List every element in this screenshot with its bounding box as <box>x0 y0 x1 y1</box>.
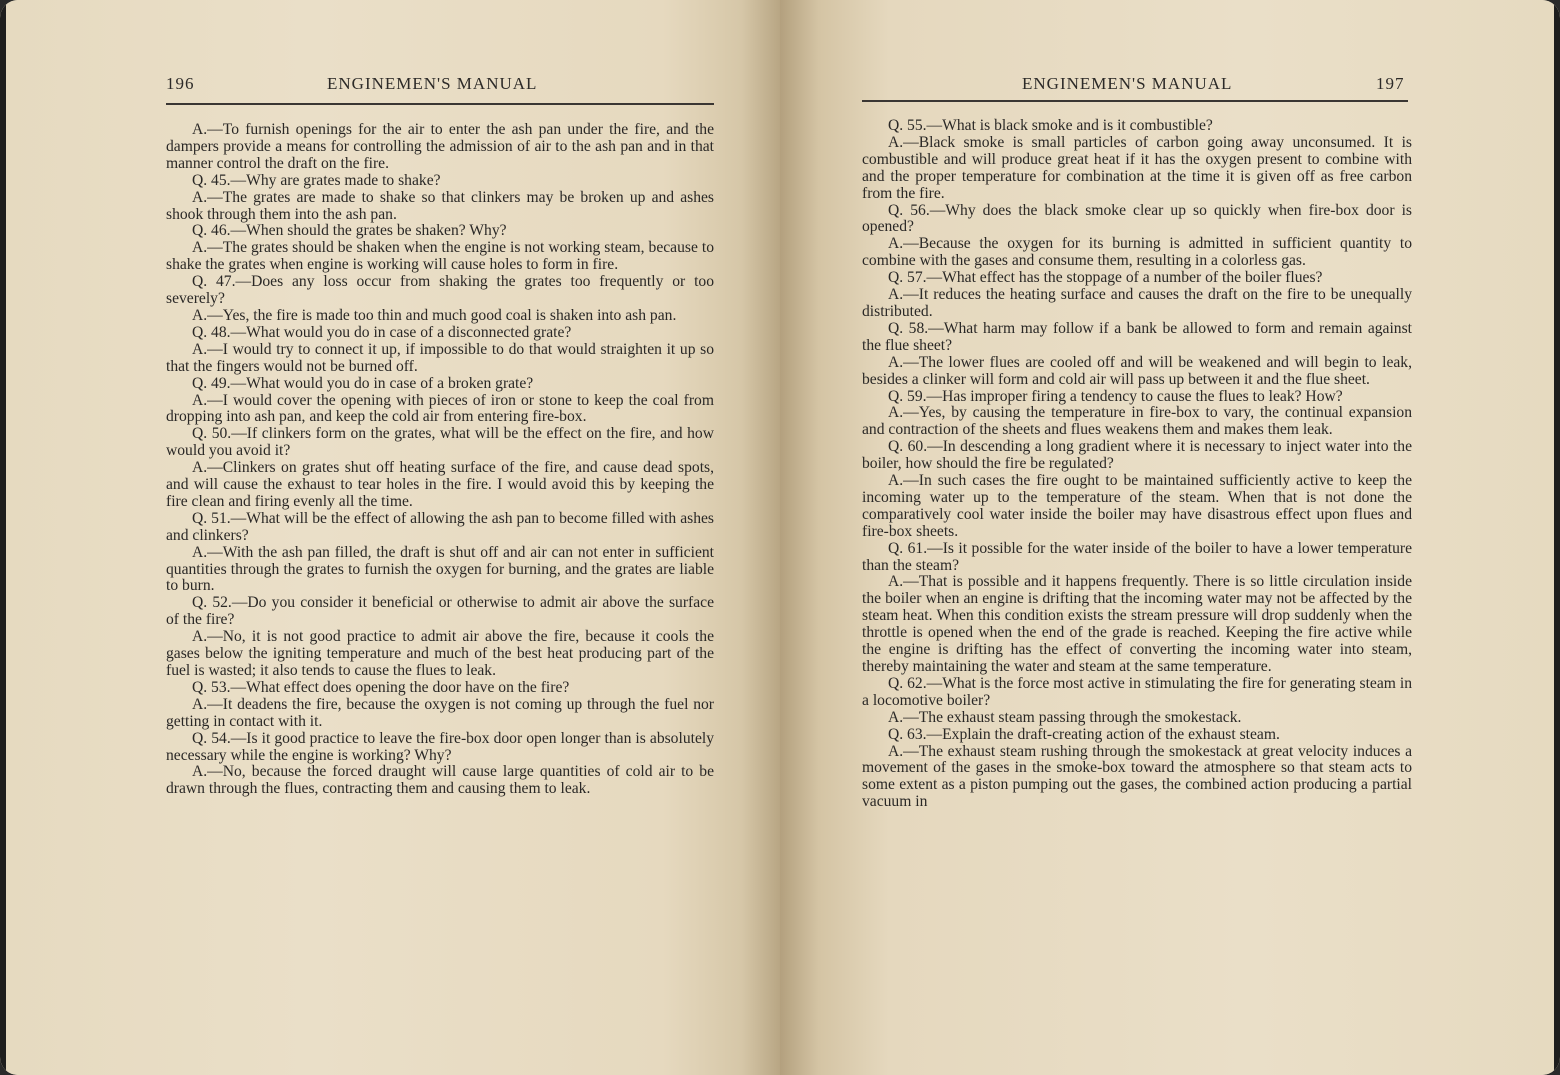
paragraph: A.—No, it is not good practice to admit air above the fire, because it cools the gases below the igniting temperature and much of the best heat producing part of the fuel is wasted; it also tends to cause the flues to leak. <box>166 628 714 679</box>
paragraph: A.—I would try to connect it up, if impossible to do that would straighten it up so that the fingers would not be burned off. <box>166 340 714 375</box>
paragraph: A.—Black smoke is small particles of carbon going away unconsumed. It is combustible and will produce great heat if it has the oxygen present to combine with and the proper temperature for combination at the time it is given off as free carbon from the fire. <box>862 133 1412 202</box>
paragraph: A.—I would cover the opening with pieces of iron or stone to keep the coal from dropping into ash pan, and keep the cold air from entering fire-box. <box>166 391 714 426</box>
left-book-edge <box>0 0 6 1075</box>
paragraph: A.—Clinkers on grates shut off heating surface of the fire, and cause dead spots, and will cause the exhaust to tear holes in the fire. I would avoid this by keeping the fire clean and firing evenly all the time. <box>166 459 714 510</box>
left-page-number: 196 <box>166 74 195 93</box>
paragraph: Q. 54.—Is it good practice to leave the fire-box door open longer than is absolutely necessary while the engine is working? Why? <box>166 729 714 764</box>
right-book-edge <box>1554 0 1560 1075</box>
paragraph: Q. 51.—What will be the effect of allowing the ash pan to become filled with ashes and clinkers? <box>166 509 714 544</box>
paragraph: Q. 57.—What effect has the stoppage of a number of the boiler flues? <box>888 269 1323 287</box>
paragraph: A.—The exhaust steam passing through the smokestack. <box>888 708 1242 726</box>
paragraph: A.—In such cases the fire ought to be maintained sufficiently active to keep the incoming water up to the temperature of the steam. When that is not done the comparatively cool water inside the boiler may have disastrous effect upon flues and fire-box sheets. <box>862 472 1412 540</box>
paragraph: A.—Yes, by causing the temperature in fire-box to vary, the continual expansion and contraction of the sheets and flues weakens them and makes them leak. <box>862 404 1412 439</box>
right-running-head: ENGINEMEN'S MANUAL <box>1022 74 1233 93</box>
paragraph: A.—That is possible and it happens frequently. There is so little circulation inside the boiler when an engine is drifting that the incoming water may not be affected by the steam heat. When this condition exists the stream pressure will drop suddenly when the throttle is opened when the end of the grade is reached. Keeping the fire active while the engine is drifting has the effect of converting the incoming water into steam, thereby maintaining the water and steam at the same temperature. <box>862 573 1412 675</box>
left-header-rule <box>166 103 714 105</box>
paragraph: Q. 52.—Do you consider it beneficial or otherwise to admit air above the surface of the fire? <box>166 594 714 629</box>
left-page-body <box>166 122 714 798</box>
paragraph: A.—It reduces the heating surface and causes the draft on the fire to be unequally distributed. <box>862 286 1412 320</box>
paragraph: A.—No, because the forced draught will cause large quantities of cold air to be drawn through the flues, contracting them and causing them to leak. <box>166 763 714 798</box>
paragraph: A.—Yes, the fire is made too thin and much good coal is shaken into ash pan. <box>192 306 677 324</box>
paragraph: Q. 48.—What would you do in case of a disconnected grate? <box>192 323 572 341</box>
paragraph: A.—With the ash pan filled, the draft is shut off and air can not enter in sufficient quantities through the grates to furnish the oxygen for burning, and the grates are liable to burn. <box>166 543 714 595</box>
paragraph: Q. 61.—Is it possible for the water inside of the boiler to have a lower temperature than the steam? <box>862 539 1412 574</box>
paragraph: A.—Because the oxygen for its burning is admitted in sufficient quantity to combine with the gases and consume them, resulting in a colorless gas. <box>862 235 1412 270</box>
paragraph: A.—The grates are made to shake so that clinkers may be broken up and ashes shook through them into the ash pan. <box>166 188 714 223</box>
paragraph: Q. 50.—If clinkers form on the grates, what will be the effect on the fire, and how would you avoid it? <box>166 425 714 460</box>
paragraph: A.—The lower flues are cooled off and will be weakened and will begin to leak, besides a clinker will form and cold air will pass up between it and the flue sheet. <box>862 353 1412 388</box>
paragraph: A.—It deadens the fire, because the oxygen is not coming up through the fuel nor getting in contact with it. <box>166 695 714 730</box>
paragraph: Q. 49.—What would you do in case of a broken grate? <box>192 374 534 392</box>
paragraph: Q. 46.—When should the grates be shaken? Why? <box>192 222 507 240</box>
paragraph: A.—The exhaust steam rushing through the smokestack at great velocity induces a movement of the gases in the smoke-box toward the atmosphere so that steam acts to some extent as a piston pumping out the gases, the combined action producing a partial vacuum in <box>862 742 1412 811</box>
paragraph: Q. 45.—Why are grates made to shake? <box>192 171 441 189</box>
paragraph: Q. 53.—What effect does opening the door have on the fire? <box>192 678 570 696</box>
paragraph: Q. 60.—In descending a long gradient where it is necessary to inject water into the boiler, how should the fire be regulated? <box>862 438 1412 473</box>
paragraph: Q. 56.—Why does the black smoke clear up so quickly when fire-box door is opened? <box>862 201 1412 236</box>
paragraph: A.—The grates should be shaken when the engine is not working steam, because to shake the grates when engine is working will cause holes to form in fire. <box>166 239 714 274</box>
paragraph: Q. 55.—What is black smoke and is it combustible? <box>888 117 1213 134</box>
right-page-number: 197 <box>1376 74 1405 93</box>
left-running-head: ENGINEMEN'S MANUAL <box>327 74 538 93</box>
paragraph: Q. 59.—Has improper firing a tendency to cause the flues to leak? How? <box>888 387 1343 405</box>
paragraph: Q. 47.—Does any loss occur from shaking the grates too frequently or too severely? <box>166 273 714 308</box>
paragraph: A.—To furnish openings for the air to enter the ash pan under the fire, and the dampers provide a means for controlling the admission of air to the ash pan and in that manner control the draft on the fire. <box>166 121 714 172</box>
right-page-body <box>862 118 1412 811</box>
paragraph: Q. 58.—What harm may follow if a bank be allowed to form and remain against the flue sheet? <box>862 319 1412 354</box>
right-page <box>780 0 1560 1075</box>
paragraph: Q. 62.—What is the force most active in stimulating the fire for generating steam in a locomotive boiler? <box>862 674 1412 709</box>
right-header-rule <box>862 100 1408 102</box>
paragraph: Q. 63.—Explain the draft-creating action of the exhaust steam. <box>888 725 1280 743</box>
